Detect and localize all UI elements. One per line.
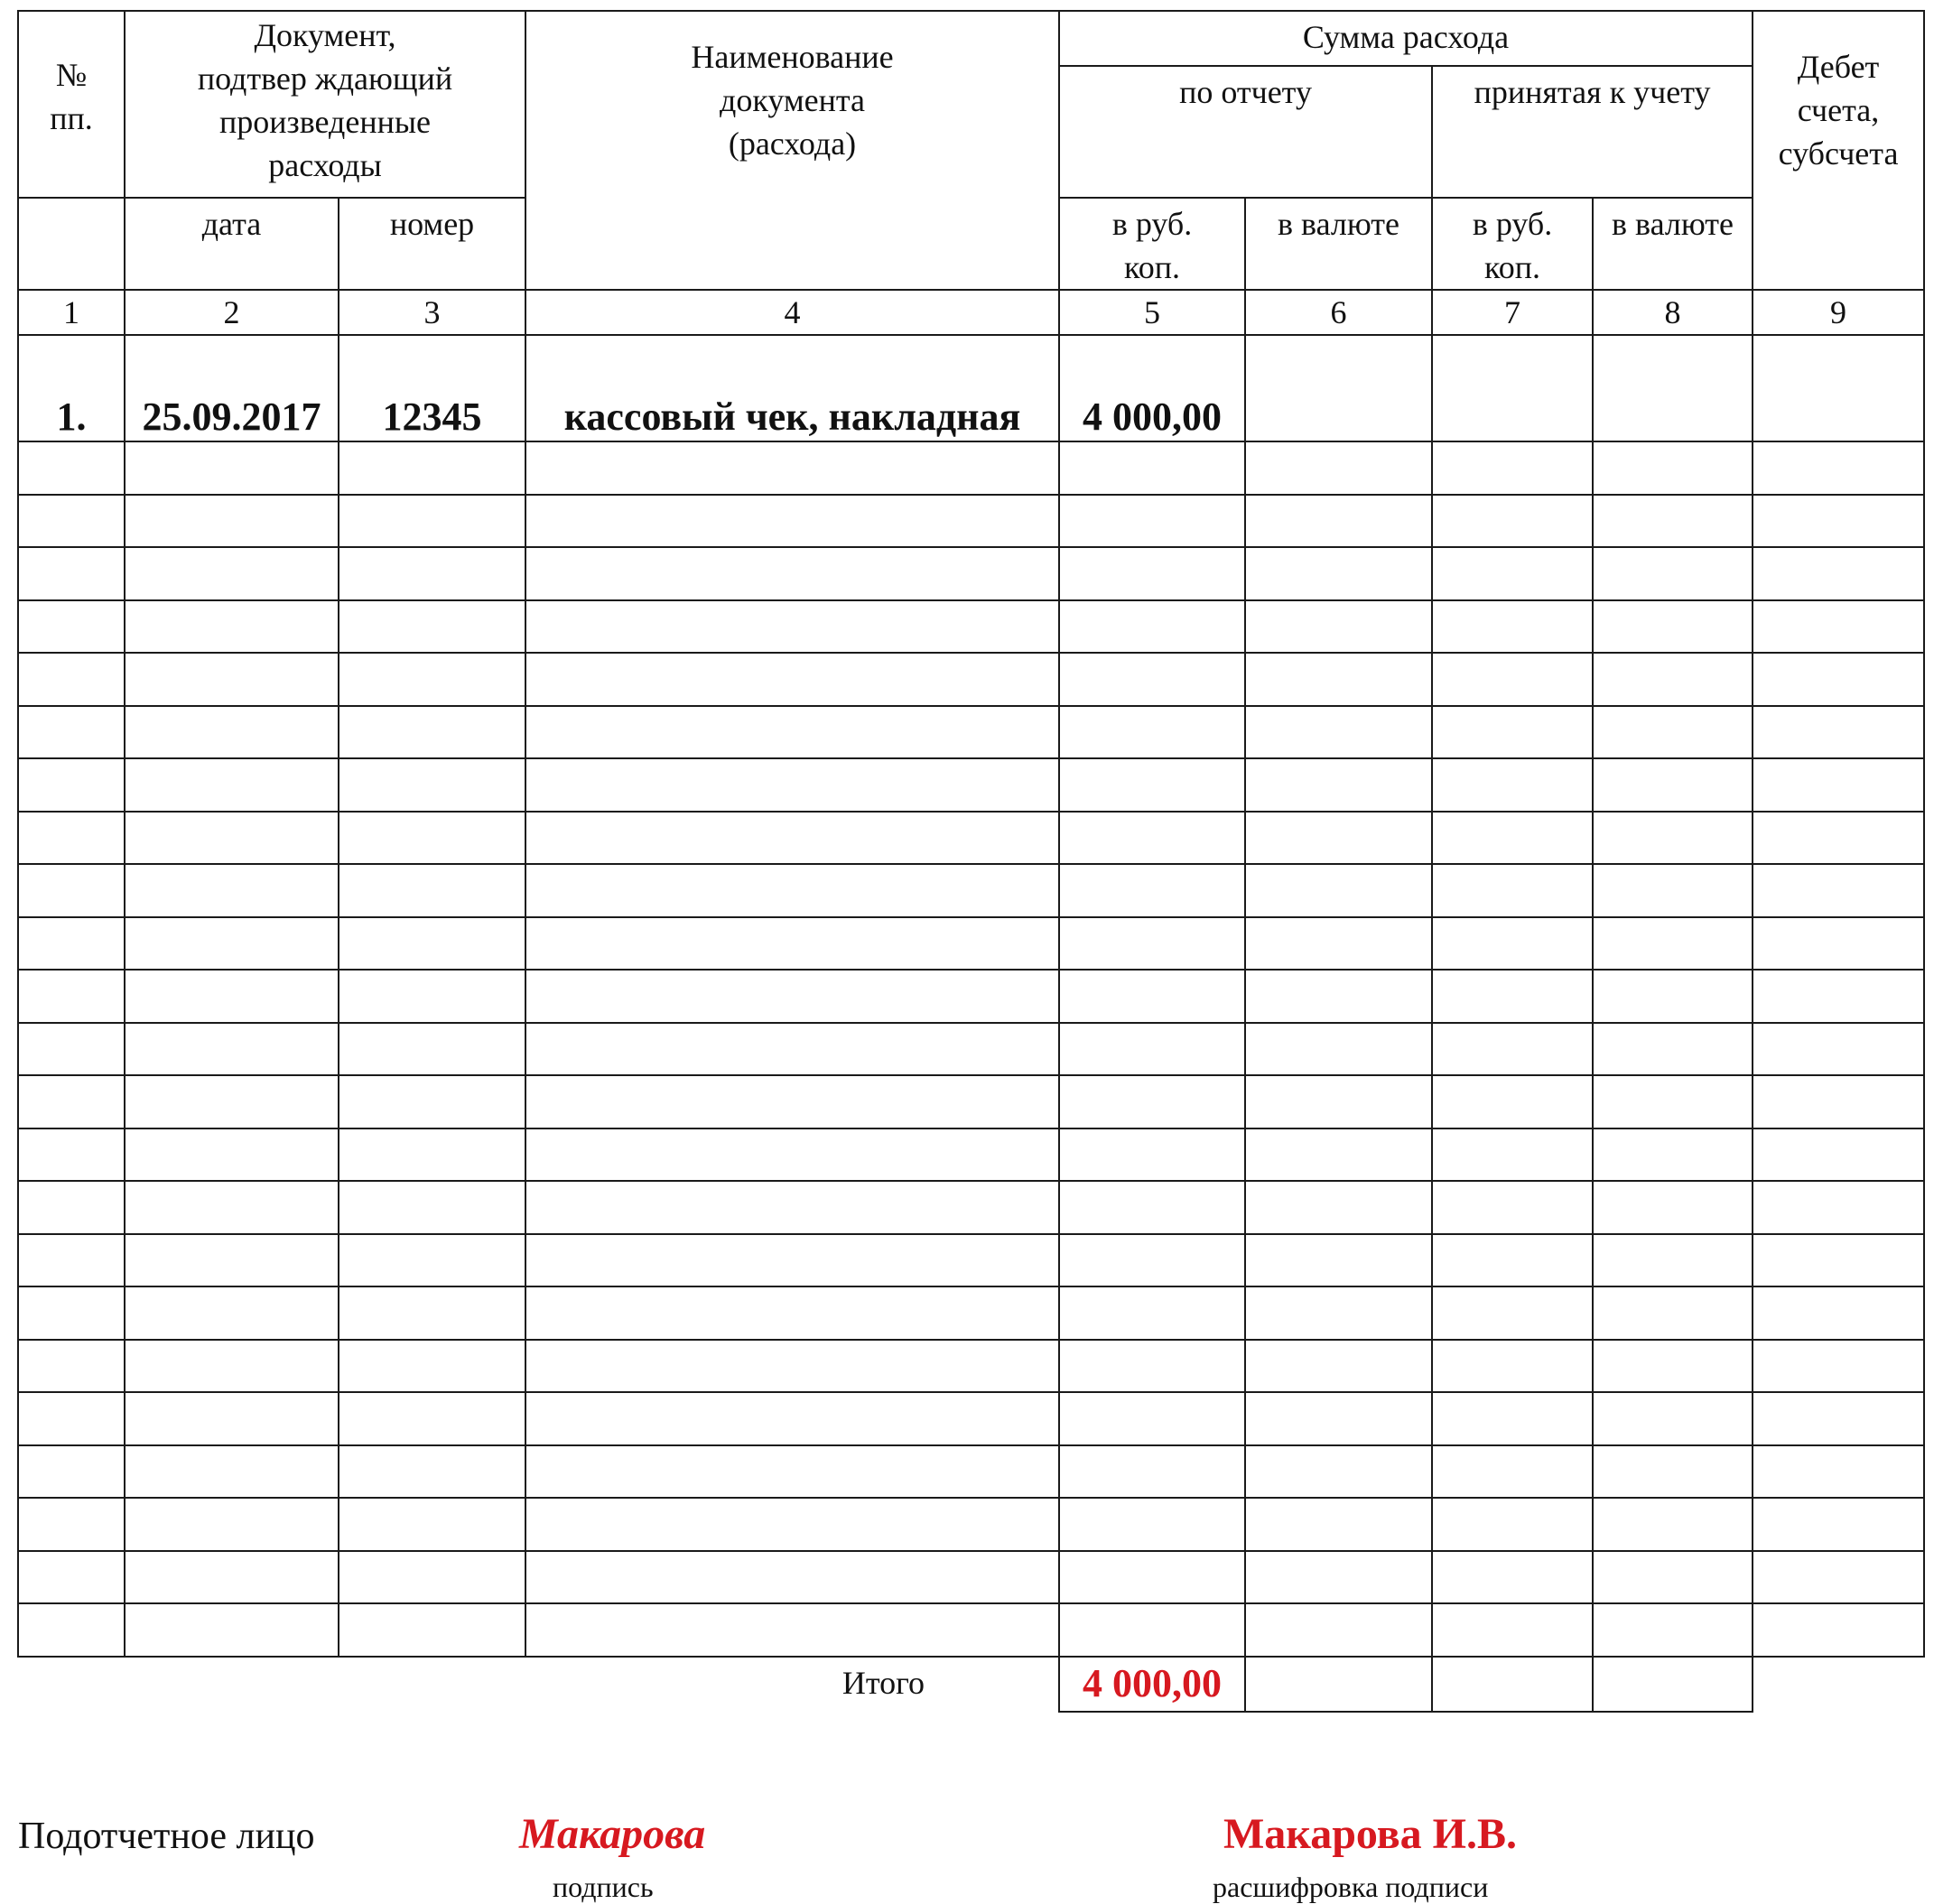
header-sum-group bbox=[1059, 11, 1753, 66]
table-row bbox=[18, 1128, 1924, 1182]
row-date-cell: 25.09.2017 bbox=[125, 335, 339, 441]
table-row bbox=[18, 335, 1924, 441]
header-date bbox=[125, 198, 339, 290]
header-date-label: дата bbox=[201, 206, 262, 242]
header-currency-2-label: в валюте bbox=[1612, 206, 1734, 242]
table-row bbox=[18, 1392, 1924, 1445]
signature-caption: подпись bbox=[553, 1871, 654, 1903]
header-sum-label: Сумма расхода bbox=[1302, 19, 1510, 55]
table-row bbox=[18, 758, 1924, 812]
signature-decoded-caption: расшифровка подписи bbox=[1213, 1871, 1489, 1903]
row-accepted-currency-cell bbox=[1593, 335, 1753, 441]
header-by-report bbox=[1059, 66, 1432, 198]
table-row bbox=[18, 917, 1924, 971]
accountable-person-label: Подотчетное лицо bbox=[18, 1816, 315, 1857]
column-number: 1 bbox=[18, 290, 125, 335]
header-document-label: Документ, подтвер ждающий произведенные расходы bbox=[197, 17, 453, 183]
header-currency-2 bbox=[1593, 198, 1753, 290]
table-row bbox=[18, 1234, 1924, 1287]
header-document-group bbox=[125, 11, 525, 198]
column-number: 5 bbox=[1059, 290, 1245, 335]
table-row bbox=[18, 706, 1924, 759]
row-accepted-rub-cell bbox=[1432, 335, 1593, 441]
totals-label: Итого bbox=[841, 1664, 925, 1701]
header-number-label: номер bbox=[389, 206, 475, 242]
table-row bbox=[18, 1075, 1924, 1128]
expense-report-table bbox=[17, 10, 1925, 1713]
totals-spacer bbox=[1753, 1657, 1924, 1712]
row-name-cell: кассовый чек, накладная bbox=[525, 335, 1059, 441]
header-accepted-label: принятая к учету bbox=[1474, 74, 1711, 110]
table-row bbox=[18, 1498, 1924, 1551]
table-row bbox=[18, 653, 1924, 706]
column-number: 9 bbox=[1753, 290, 1924, 335]
table-row bbox=[18, 1340, 1924, 1393]
header-num-label: № пп. bbox=[50, 56, 93, 136]
table-row bbox=[18, 441, 1924, 495]
table-row bbox=[18, 495, 1924, 548]
column-number-row bbox=[18, 290, 1924, 335]
header-debit bbox=[1753, 11, 1924, 290]
table-row bbox=[18, 1445, 1924, 1499]
header-rub-kop-2-label: в руб. коп. bbox=[1472, 206, 1553, 285]
table-row bbox=[18, 600, 1924, 654]
header-doc-name bbox=[525, 11, 1059, 290]
row-rub-cell: 4 000,00 bbox=[1059, 335, 1245, 441]
column-number: 6 bbox=[1245, 290, 1432, 335]
row-currency-cell bbox=[1245, 335, 1432, 441]
row-num-cell: 1. bbox=[18, 335, 125, 441]
header-rub-kop-label: в руб. коп. bbox=[1111, 206, 1193, 285]
column-number: 8 bbox=[1593, 290, 1753, 335]
table-row bbox=[18, 1181, 1924, 1234]
header-num-spacer bbox=[18, 198, 125, 290]
header-by-report-label: по отчету bbox=[1179, 74, 1312, 110]
totals-currency-cell bbox=[1245, 1657, 1432, 1712]
totals-accepted-rub-cell bbox=[1432, 1657, 1593, 1712]
table-row bbox=[18, 1603, 1924, 1657]
header-debit-label: Дебет счета, субсчета bbox=[1778, 48, 1899, 172]
table-row bbox=[18, 812, 1924, 865]
row-debit-cell bbox=[1753, 335, 1924, 441]
header-num bbox=[18, 11, 125, 198]
table-row bbox=[18, 1551, 1924, 1604]
table-row bbox=[18, 970, 1924, 1023]
totals-row bbox=[18, 1657, 1924, 1712]
column-number: 4 bbox=[525, 290, 1059, 335]
table-row bbox=[18, 547, 1924, 600]
signature-value: Макарова bbox=[519, 1810, 706, 1858]
signature-decoded-value: Макарова И.В. bbox=[1223, 1810, 1518, 1858]
header-currency-label: в валюте bbox=[1278, 206, 1399, 242]
column-number: 2 bbox=[125, 290, 339, 335]
table-row bbox=[18, 1286, 1924, 1340]
header-rub-kop bbox=[1059, 198, 1245, 290]
totals-rub-value: 4 000,00 bbox=[1059, 1657, 1245, 1712]
table-row bbox=[18, 1023, 1924, 1076]
header-currency bbox=[1245, 198, 1432, 290]
table-row bbox=[18, 864, 1924, 917]
header-doc-name-label: Наименование документа (расхода) bbox=[691, 38, 894, 162]
header-accepted bbox=[1432, 66, 1753, 198]
header-number bbox=[339, 198, 525, 290]
column-number: 3 bbox=[339, 290, 525, 335]
totals-accepted-currency-cell bbox=[1593, 1657, 1753, 1712]
header-rub-kop-2 bbox=[1432, 198, 1593, 290]
row-number-cell: 12345 bbox=[339, 335, 525, 441]
column-number: 7 bbox=[1432, 290, 1593, 335]
